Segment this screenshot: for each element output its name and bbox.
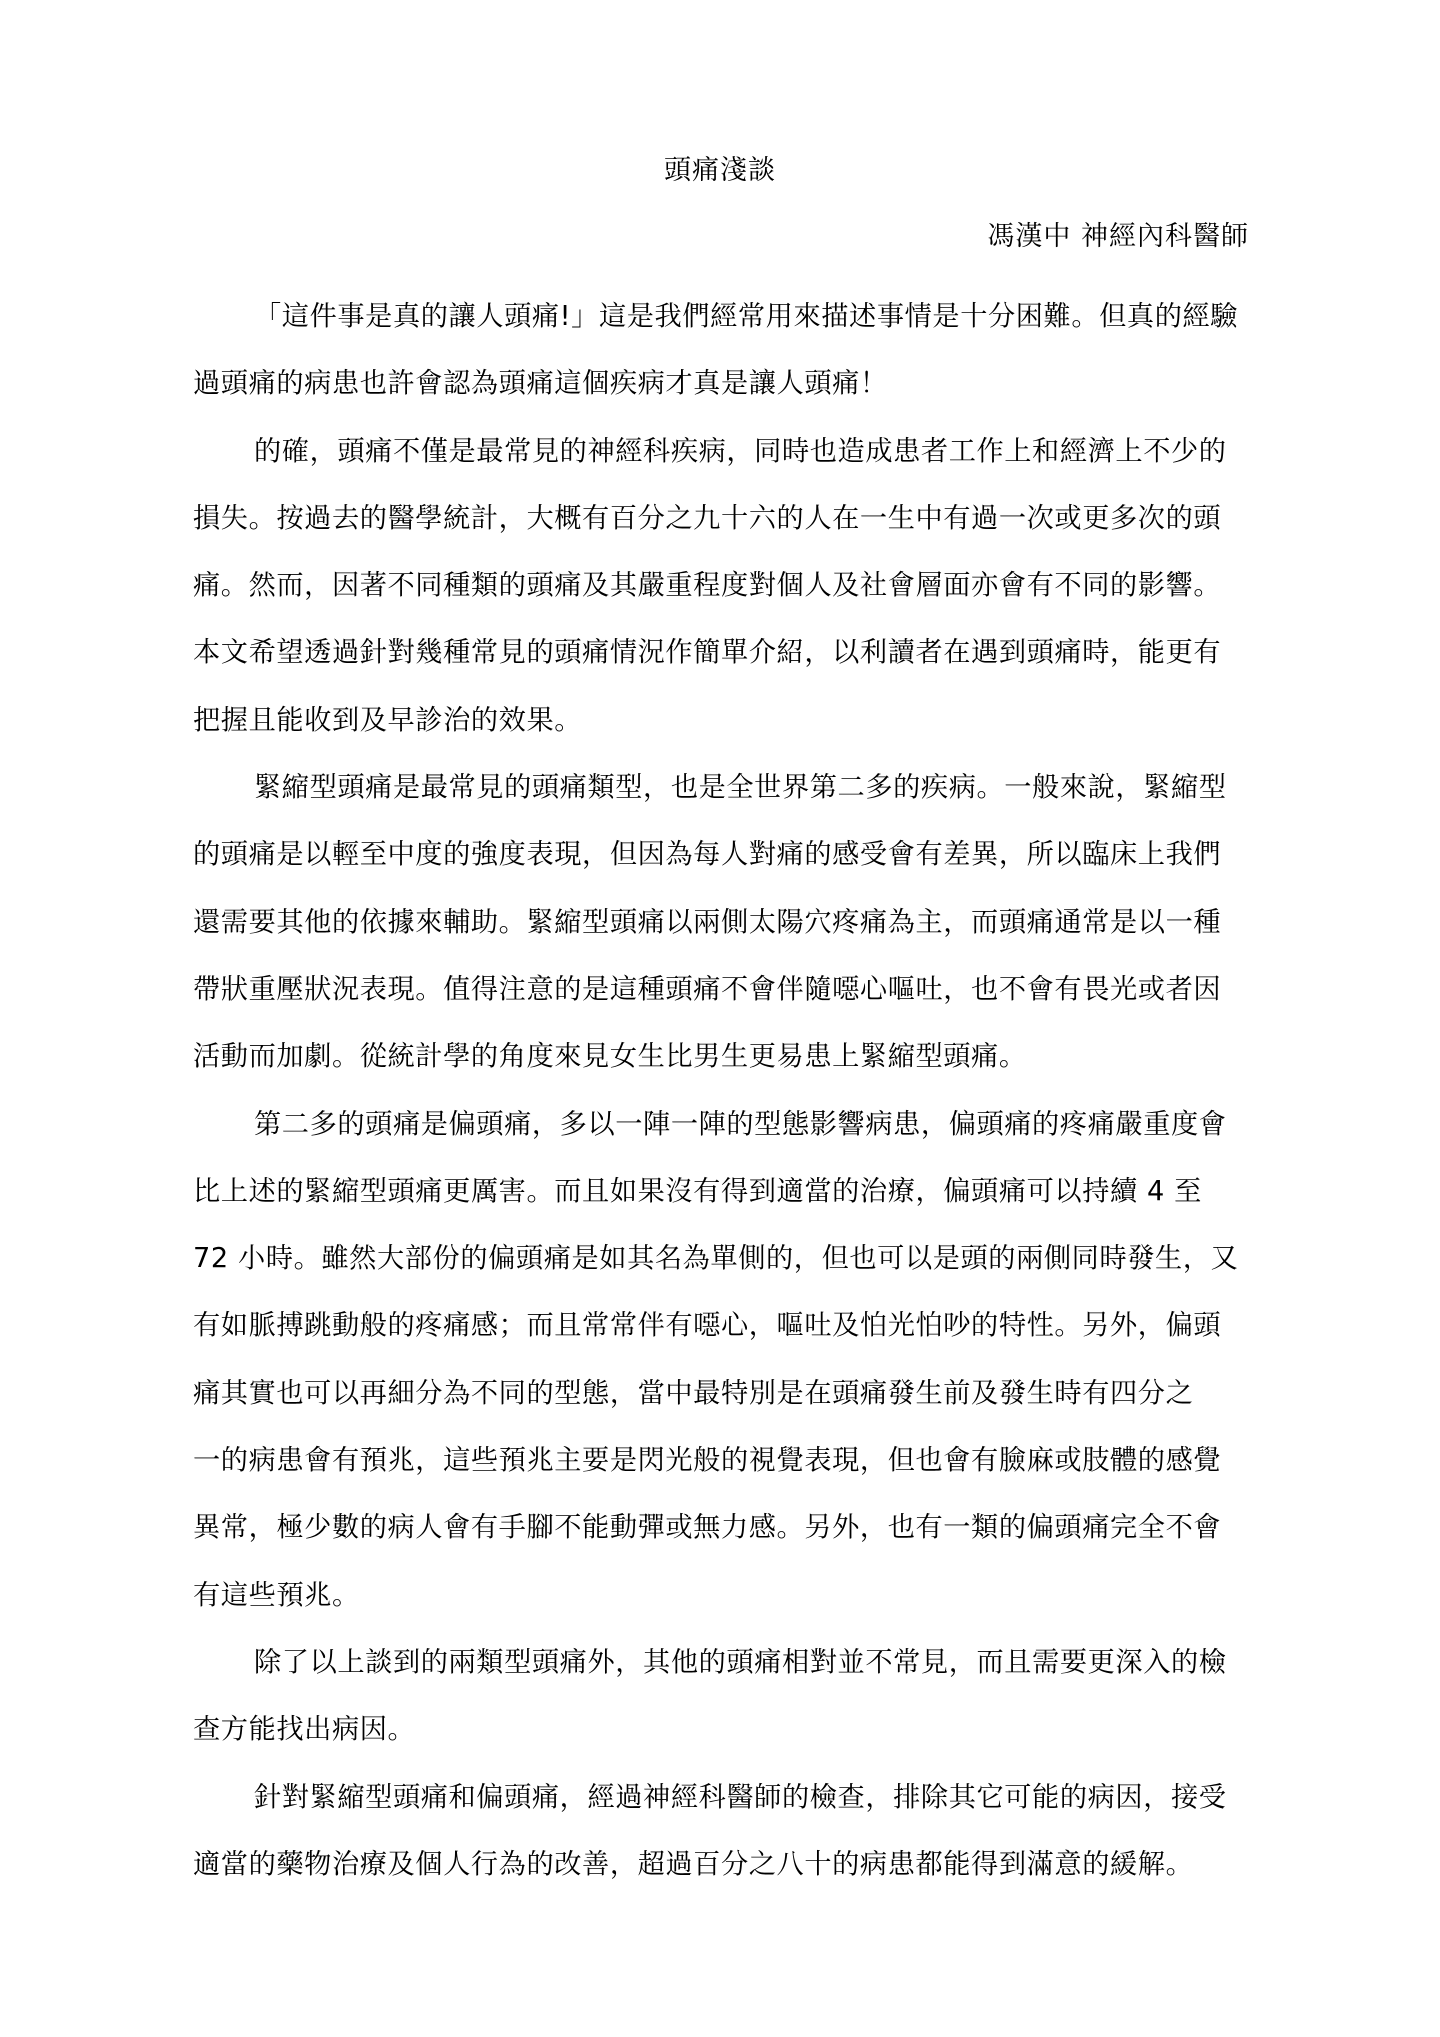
text-line: 有這些預兆。 xyxy=(193,1579,360,1611)
paragraph-overview xyxy=(193,418,1251,754)
paragraph-intro xyxy=(193,283,1251,418)
text-line: 損失。按過去的醫學統計，大概有百分之九十六的人在一生中有過一次或更多次的頭 xyxy=(193,502,1222,534)
text-line: 72 小時。雖然大部份的偏頭痛是如其名為單側的，但也可以是頭的兩側同時發生，又 xyxy=(193,1243,1239,1275)
text-line: 帶狀重壓狀況表現。值得注意的是這種頭痛不會伴隨噁心嘔吐，也不會有畏光或者因 xyxy=(193,973,1222,1005)
text-line: 痛其實也可以再細分為不同的型態，當中最特別是在頭痛發生前及發生時有四分之 xyxy=(193,1377,1194,1409)
document-title: 頭痛淺談 xyxy=(664,155,776,186)
text-line: 把握且能收到及早診治的效果。 xyxy=(193,704,583,736)
text-line: 還需要其他的依據來輔助。緊縮型頭痛以兩側太陽穴疼痛為主，而頭痛通常是以一種 xyxy=(193,906,1222,938)
text-line: 除了以上談到的兩類型頭痛外，其他的頭痛相對並不常見，而且需要更深入的檢 xyxy=(254,1646,1227,1678)
text-line: 比上述的緊縮型頭痛更厲害。而且如果沒有得到適當的治療，偏頭痛可以持續 4 至 xyxy=(193,1175,1202,1207)
paragraph-treatment xyxy=(193,1764,1251,1899)
text-line: 的確，頭痛不僅是最常見的神經科疾病，同時也造成患者工作上和經濟上不少的 xyxy=(254,435,1227,467)
paragraph-other-headaches xyxy=(193,1629,1251,1764)
text-line: 「這件事是真的讓人頭痛!」這是我們經常用來描述事情是十分困難。但真的經驗 xyxy=(254,301,1239,332)
text-line: 的頭痛是以輕至中度的強度表現，但因為每人對痛的感受會有差異，所以臨床上我們 xyxy=(193,839,1222,871)
author-line: 馮漢中 神經內科醫師 xyxy=(987,221,1249,252)
paragraph-tension-headache xyxy=(193,754,1251,1090)
text-line: 第二多的頭痛是偏頭痛，多以一陣一陣的型態影響病患，偏頭痛的疼痛嚴重度會 xyxy=(254,1108,1227,1140)
text-line: 緊縮型頭痛是最常見的頭痛類型，也是全世界第二多的疾病。一般來說，緊縮型 xyxy=(254,772,1227,804)
text-line: 本文希望透過針對幾種常見的頭痛情況作簡單介紹，以利讀者在遇到頭痛時，能更有 xyxy=(193,637,1222,669)
text-line: 過頭痛的病患也許會認為頭痛這個疾病才真是讓人頭痛！ xyxy=(193,368,888,400)
text-line: 異常，極少數的病人會有手腳不能動彈或無力感。另外，也有一類的偏頭痛完全不會 xyxy=(193,1512,1222,1544)
text-line: 有如脈搏跳動般的疼痛感；而且常常伴有噁心，嘔吐及怕光怕吵的特性。另外，偏頭 xyxy=(193,1310,1222,1342)
text-line: 適當的藥物治療及個人行為的改善，超過百分之八十的病患都能得到滿意的緩解。 xyxy=(193,1848,1194,1880)
text-line: 查方能找出病因。 xyxy=(193,1714,416,1746)
text-line: 一的病患會有預兆，這些預兆主要是閃光般的視覺表現，但也會有臉麻或肢體的感覺 xyxy=(193,1445,1222,1477)
text-line: 活動而加劇。從統計學的角度來見女生比男生更易患上緊縮型頭痛。 xyxy=(193,1041,1027,1073)
text-line: 針對緊縮型頭痛和偏頭痛，經過神經科醫師的檢查，排除其它可能的病因，接受 xyxy=(254,1781,1227,1813)
paragraph-migraine xyxy=(193,1091,1251,1629)
text-line: 痛。然而，因著不同種類的頭痛及其嚴重程度對個人及社會層面亦會有不同的影響。 xyxy=(193,570,1222,602)
document-body xyxy=(193,283,1251,1898)
